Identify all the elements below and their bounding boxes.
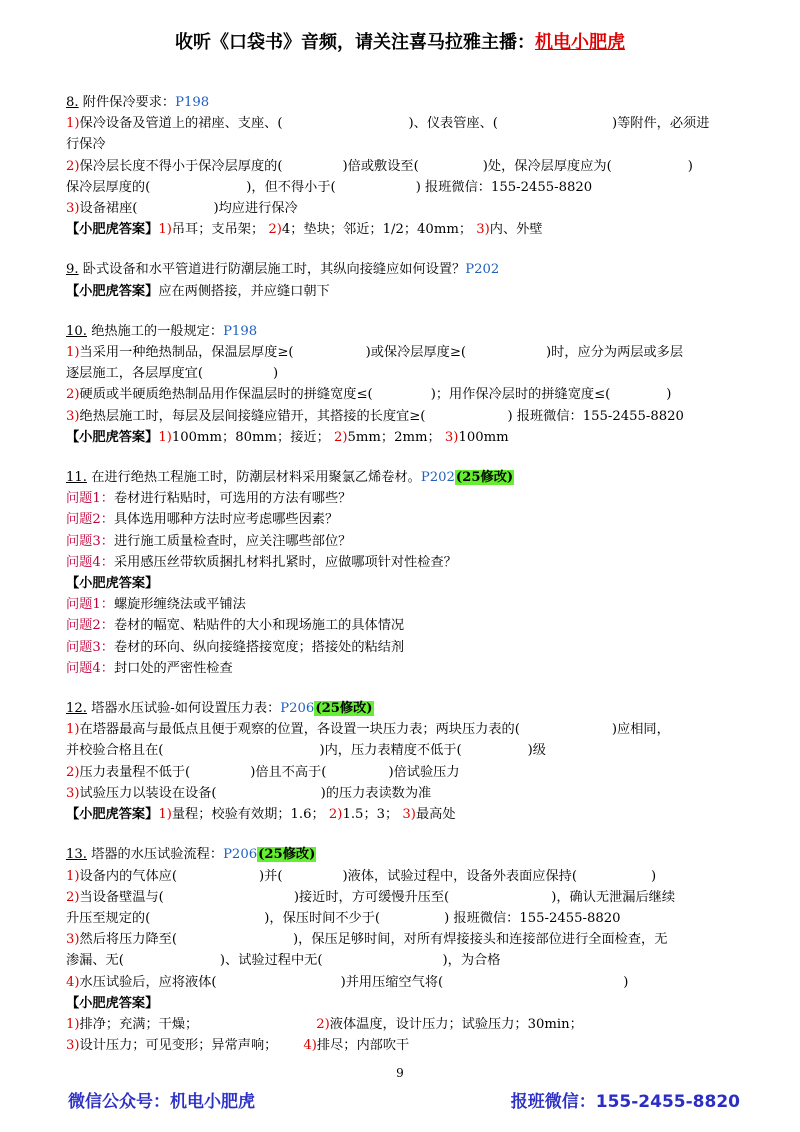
question-11 xyxy=(66,467,746,679)
question-11-a1: 问题1：螺旋形缠绕法或平铺法 xyxy=(66,597,246,613)
page-ref: P206 xyxy=(280,701,315,717)
question-13-answer-row-1: 1)排净；充满；干燥； 2)液体温度，设计压力；试验压力；30min； xyxy=(66,1016,583,1032)
question-11-a3: 问题3：卷材的环向、纵向接缝搭接宽度；搭接处的粘结剂 xyxy=(66,639,405,655)
question-13-item-1: 1)设备内的气体应( )并( )液体，试验过程中，设备外表面应保持( ) xyxy=(66,868,657,884)
question-13 xyxy=(66,844,746,1056)
question-9-answer: 【小肥虎答案】应在两侧搭接，并应缝口朝下 xyxy=(66,283,330,299)
question-12-item-1-cont: 并校验合格且在( )内，压力表精度不低于( )级 xyxy=(66,743,546,759)
host-name-link[interactable]: 机电小肥虎 xyxy=(535,32,625,53)
question-8-answer: 【小肥虎答案】1)吊耳；支吊架； 2)4；垫块；邻近；1/2；40mm； 3)内、外壁 xyxy=(66,222,543,238)
question-13-item-3-cont: 渗漏、无( )、试验过程中无( )，为合格 xyxy=(66,953,501,969)
footer-wechat-account: 微信公众号：机电小肥虎 xyxy=(68,1092,255,1112)
page-ref: P206 xyxy=(223,847,258,863)
header-prefix: 收听《口袋书》音频，请关注喜马拉雅主播： xyxy=(175,32,535,53)
page-header xyxy=(0,28,800,54)
question-11-answer-label: 【小肥虎答案】 xyxy=(66,576,159,592)
page-ref: P198 xyxy=(175,95,210,110)
question-12-answer: 【小肥虎答案】1)量程；校验有效期；1.6； 2)1.5；3； 3)最高处 xyxy=(66,807,456,823)
question-13-item-2: 2)当设备壁温与( )接近时，方可缓慢升压至( )，确认无泄漏后继续 xyxy=(66,889,676,905)
question-10 xyxy=(66,321,746,448)
question-8 xyxy=(66,92,746,240)
question-12 xyxy=(66,698,746,825)
question-10-answer: 【小肥虎答案】1)100mm；80mm；接近； 2)5mm；2mm； 3)100mm xyxy=(66,429,509,445)
question-11-q2: 问题2：具体选用哪种方法时应考虑哪些因素？ xyxy=(66,512,339,528)
question-11-a4: 问题4：封口处的严密性检查 xyxy=(66,660,233,676)
question-11-q1: 问题1：卷材进行粘贴时，可选用的方法有哪些？ xyxy=(66,491,352,507)
question-10-item-1-cont: 逐层施工，各层厚度宜( ) xyxy=(66,366,279,382)
page-ref: P202 xyxy=(465,262,500,278)
question-12-item-2: 2)压力表量程不低于( )倍且不高于( )倍试验压力 xyxy=(66,764,460,780)
question-9-title: 9. 卧式设备和水平管道进行防潮层施工时，其纵向接缝应如何设置？P202 xyxy=(66,262,500,278)
question-8-item-1-cont: 行保冷 xyxy=(66,137,106,153)
question-8-item-2: 2)保冷层长度不得小于保冷层厚度的( )倍或敷设至( )处，保冷层厚度应为( ) xyxy=(66,158,693,174)
question-11-q3: 问题3：进行施工质量检查时，应关注哪些部位？ xyxy=(66,533,352,549)
revision-tag: (25修改) xyxy=(455,470,514,486)
question-8-item-2-cont: 保冷层厚度的( )，但不得小于( ) 报班微信：155-2455-8820 xyxy=(66,179,593,195)
question-11-q4: 问题4：采用感压丝带软质捆扎材料扎紧时，应做哪项针对性检查？ xyxy=(66,554,457,570)
question-13-answer-label: 【小肥虎答案】 xyxy=(66,995,159,1011)
question-11-a2: 问题2：卷材的幅宽、粘贴件的大小和现场施工的具体情况 xyxy=(66,618,405,634)
question-13-item-3: 3)然后将压力降至( )，保压足够时间，对所有焊接接头和连接部位进行全面检查，无 xyxy=(66,932,668,948)
question-13-title: 13. 塔器的水压试验流程：P206(25修改) xyxy=(66,847,316,863)
question-12-title: 12. 塔器水压试验-如何设置压力表：P206(25修改) xyxy=(66,701,373,717)
footer-contact: 报班微信：155-2455-8820 xyxy=(510,1092,740,1112)
question-10-item-2: 2)硬质或半硬质绝热制品用作保温层时的拼缝宽度≤( )；用作保冷层时的拼缝宽度≤( ) xyxy=(66,387,672,403)
question-10-item-3: 3)绝热层施工时，每层及层间接缝应错开，其搭接的长度宜≥( ) 报班微信：155-2455-8820 xyxy=(66,408,684,424)
question-9 xyxy=(66,259,746,301)
revision-tag: (25修改) xyxy=(315,701,373,717)
document-body xyxy=(66,92,746,1056)
page-ref: P198 xyxy=(223,323,258,339)
question-13-item-4: 4)水压试验后，应将液体( )并用压缩空气将( ) xyxy=(66,974,629,990)
question-12-item-1: 1)在塔器最高与最低点且便于观察的位置，各设置一块压力表；两块压力表的( )应相同， xyxy=(66,722,670,738)
page-ref: P202 xyxy=(420,470,455,486)
question-13-answer-row-2: 3)设计压力；可见变形；异常声响； 4)排尽；内部吹干 xyxy=(66,1038,410,1054)
question-8-title: 8. 附件保冷要求：P198 xyxy=(66,95,210,110)
question-8-item-3: 3)设备裙座( )均应进行保冷 xyxy=(66,201,298,217)
question-11-title: 11. 在进行绝热工程施工时，防潮层材料采用聚氯乙烯卷材。P202(25修改) xyxy=(66,470,514,486)
question-13-item-2-cont: 升压至规定的( )，保压时间不少于( ) 报班微信：155-2455-8820 xyxy=(66,910,621,926)
question-10-item-1: 1)当采用一种绝热制品，保温层厚度≥( )或保冷层厚度≥( )时，应分为两层或多层 xyxy=(66,345,684,361)
revision-tag: (25修改) xyxy=(258,847,316,863)
page-number: 9 xyxy=(396,1066,404,1080)
question-10-title: 10. 绝热施工的一般规定：P198 xyxy=(66,323,258,339)
question-8-item-1: 1)保冷设备及管道上的裙座、支座、( )、仪表管座、( )等附件，必须进 xyxy=(66,116,710,132)
question-12-item-3: 3)试验压力以装设在设备( )的压力表读数为准 xyxy=(66,785,432,801)
